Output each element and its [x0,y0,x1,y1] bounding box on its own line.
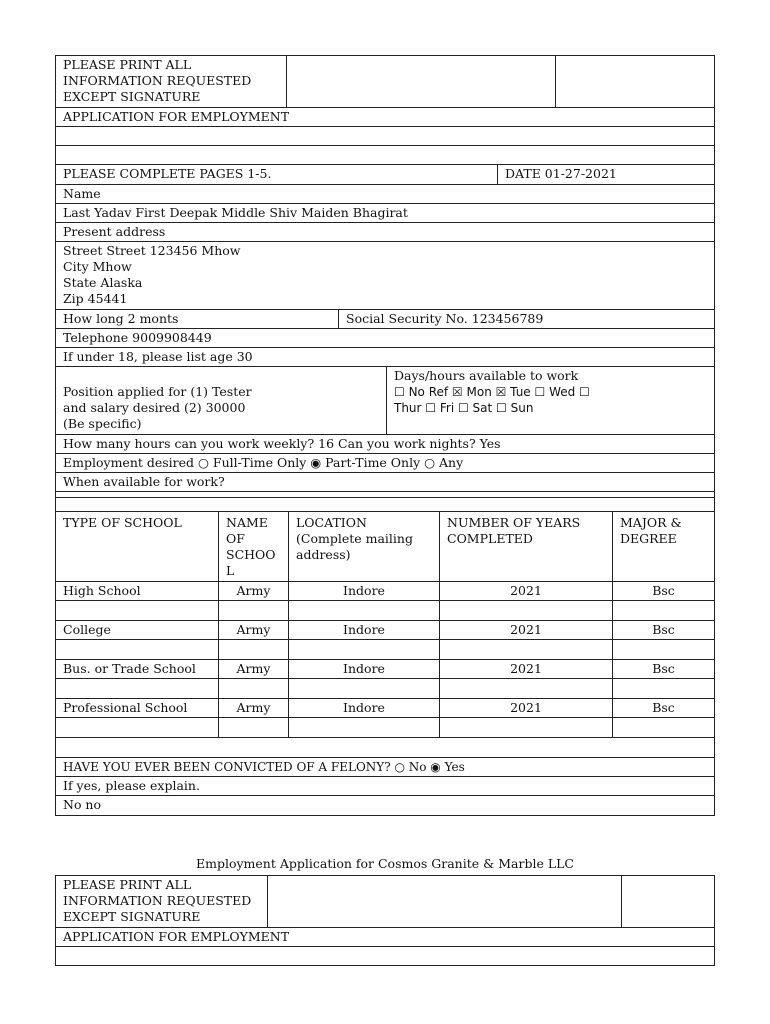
when-available-field[interactable]: When available for work? [63,474,225,489]
blank-cell [440,679,613,698]
education-row-trade-school [55,660,715,679]
title-row [55,928,715,947]
school-type: College [56,621,219,639]
spacer-row [55,738,715,758]
education-row-professional-school [55,699,715,718]
school-location-field[interactable]: Indore [289,660,440,678]
blank-cell [219,718,289,737]
print-notice-row [55,55,715,108]
school-years-field[interactable]: 2021 [440,582,613,600]
how-long-ssn-row [55,310,715,329]
education-header-years: NUMBER OF YEARS COMPLETED [440,512,613,581]
spacer-cell [56,738,714,757]
spacer-row [55,498,715,512]
school-major-field[interactable]: Bsc [652,622,675,637]
school-major-field[interactable]: Bsc [652,583,675,598]
school-years-field[interactable]: 2021 [440,621,613,639]
education-header-location: LOCATION (Complete mailing address) [289,512,440,581]
blank-cell [289,601,440,620]
education-row-high-school [55,582,715,601]
instructions-row [55,165,715,185]
felony-explain-row [55,796,715,816]
felony-explain-label: If yes, please explain. [63,778,200,793]
felony-explain-field[interactable]: No no [63,797,102,812]
when-available-row [55,473,715,492]
employment-form-page-2 [55,875,715,966]
blank-cell [56,640,219,659]
school-years-field[interactable]: 2021 [440,660,613,678]
blank-cell [440,718,613,737]
telephone-field[interactable]: Telephone 9009908449 [63,330,212,345]
school-years-field[interactable]: 2021 [440,699,613,717]
school-type: High School [56,582,219,600]
education-blank-row [55,640,715,660]
felony-row [55,758,715,777]
school-location-field[interactable]: Indore [289,699,440,717]
blank-cell [56,947,714,965]
header-blank-cell[interactable] [287,56,556,107]
position-salary-field[interactable]: Position applied for (1) Tester and salary desired (2) 30000 (Be specific) [56,367,387,434]
school-type: Bus. or Trade School [56,660,219,678]
hours-weekly-field[interactable]: How many hours can you work weekly? 16 Can you work nights? Yes [63,436,501,451]
date-field[interactable]: DATE 01-27-2021 [505,166,617,181]
age-row [55,348,715,367]
form-title: APPLICATION FOR EMPLOYMENT [63,929,290,944]
header-blank-cell-right[interactable] [622,876,714,927]
felony-explain-label-row [55,777,715,796]
felony-question-radios[interactable]: HAVE YOU EVER BEEN CONVICTED OF A FELONY? ○ No ◉ Yes [63,760,465,774]
days-checkboxes[interactable]: ☐ No Ref ☒ Mon ☒ Tue ☐ Wed ☐ Thur ☐ Fri ☐ Sat ☐ Sun [394,385,590,415]
education-blank-row [55,679,715,699]
days-hours-title: Days/hours available to work [394,368,579,383]
spacer-cell [56,498,714,511]
name-value-row [55,204,715,223]
education-header-name: NAME OF SCHOO L [219,512,289,581]
blank-cell [289,679,440,698]
blank-cell [440,640,613,659]
print-notice: PLEASE PRINT ALL INFORMATION REQUESTED EXCEPT SIGNATURE [56,876,268,927]
blank-cell [440,601,613,620]
school-name-field[interactable]: Army [219,582,289,600]
blank-cell [219,640,289,659]
days-hours-cell [387,367,714,434]
complete-pages-text: PLEASE COMPLETE PAGES 1-5. [56,165,498,184]
blank-cell [56,601,219,620]
education-header-major: MAJOR & DEGREE [620,515,682,546]
school-type: Professional School [56,699,219,717]
education-row-college [55,621,715,640]
address-field[interactable]: Street Street 123456 Mhow City Mhow State Alaska Zip 45441 [63,243,241,306]
print-notice-row [55,875,715,928]
title-row [55,108,715,127]
blank-cell [613,640,714,659]
position-days-row [55,367,715,435]
blank-cell [56,127,714,145]
under-18-field[interactable]: If under 18, please list age 30 [63,349,253,364]
employment-desired-radios[interactable]: Employment desired ○ Full-Time Only ◉ Part-Time Only ○ Any [63,455,464,470]
address-value-row [55,242,715,310]
school-name-field[interactable]: Army [219,699,289,717]
blank-cell [613,718,714,737]
how-long-field[interactable]: How long 2 monts [56,310,339,328]
education-header-row [55,512,715,582]
form-title: APPLICATION FOR EMPLOYMENT [63,109,290,124]
blank-cell [289,718,440,737]
blank-cell [219,601,289,620]
blank-cell [613,601,714,620]
hours-weekly-row [55,435,715,454]
school-location-field[interactable]: Indore [289,621,440,639]
school-major-field[interactable]: Bsc [652,661,675,676]
ssn-field[interactable]: Social Security No. 123456789 [346,311,544,326]
blank-cell [613,679,714,698]
education-header-type: TYPE OF SCHOOL [56,512,219,581]
blank-cell [56,718,219,737]
employment-desired-row [55,454,715,473]
blank-cell [56,146,714,164]
blank-cell [289,640,440,659]
present-address-label: Present address [63,224,166,239]
blank-row [55,947,715,966]
school-name-field[interactable]: Army [219,621,289,639]
education-blank-row [55,718,715,738]
name-label-row [55,185,715,204]
employment-form-page-1 [55,55,715,816]
education-blank-row [55,601,715,621]
name-label: Name [63,186,101,201]
address-label-row [55,223,715,242]
header-blank-cell-right[interactable] [556,56,714,107]
blank-cell [56,679,219,698]
print-notice: PLEASE PRINT ALL INFORMATION REQUESTED EXCEPT SIGNATURE [56,56,287,107]
spacer-cell [56,492,714,497]
blank-cell [219,679,289,698]
blank-row [55,146,715,165]
school-name-field[interactable]: Army [219,660,289,678]
header-blank-cell[interactable] [268,876,622,927]
telephone-row [55,329,715,348]
page-2-caption: Employment Application for Cosmos Granite & Marble LLC [195,856,574,871]
blank-row [55,127,715,146]
name-field[interactable]: Last Yadav First Deepak Middle Shiv Maiden Bhagirat [63,205,408,220]
school-major-field[interactable]: Bsc [652,700,675,715]
school-location-field[interactable]: Indore [289,582,440,600]
